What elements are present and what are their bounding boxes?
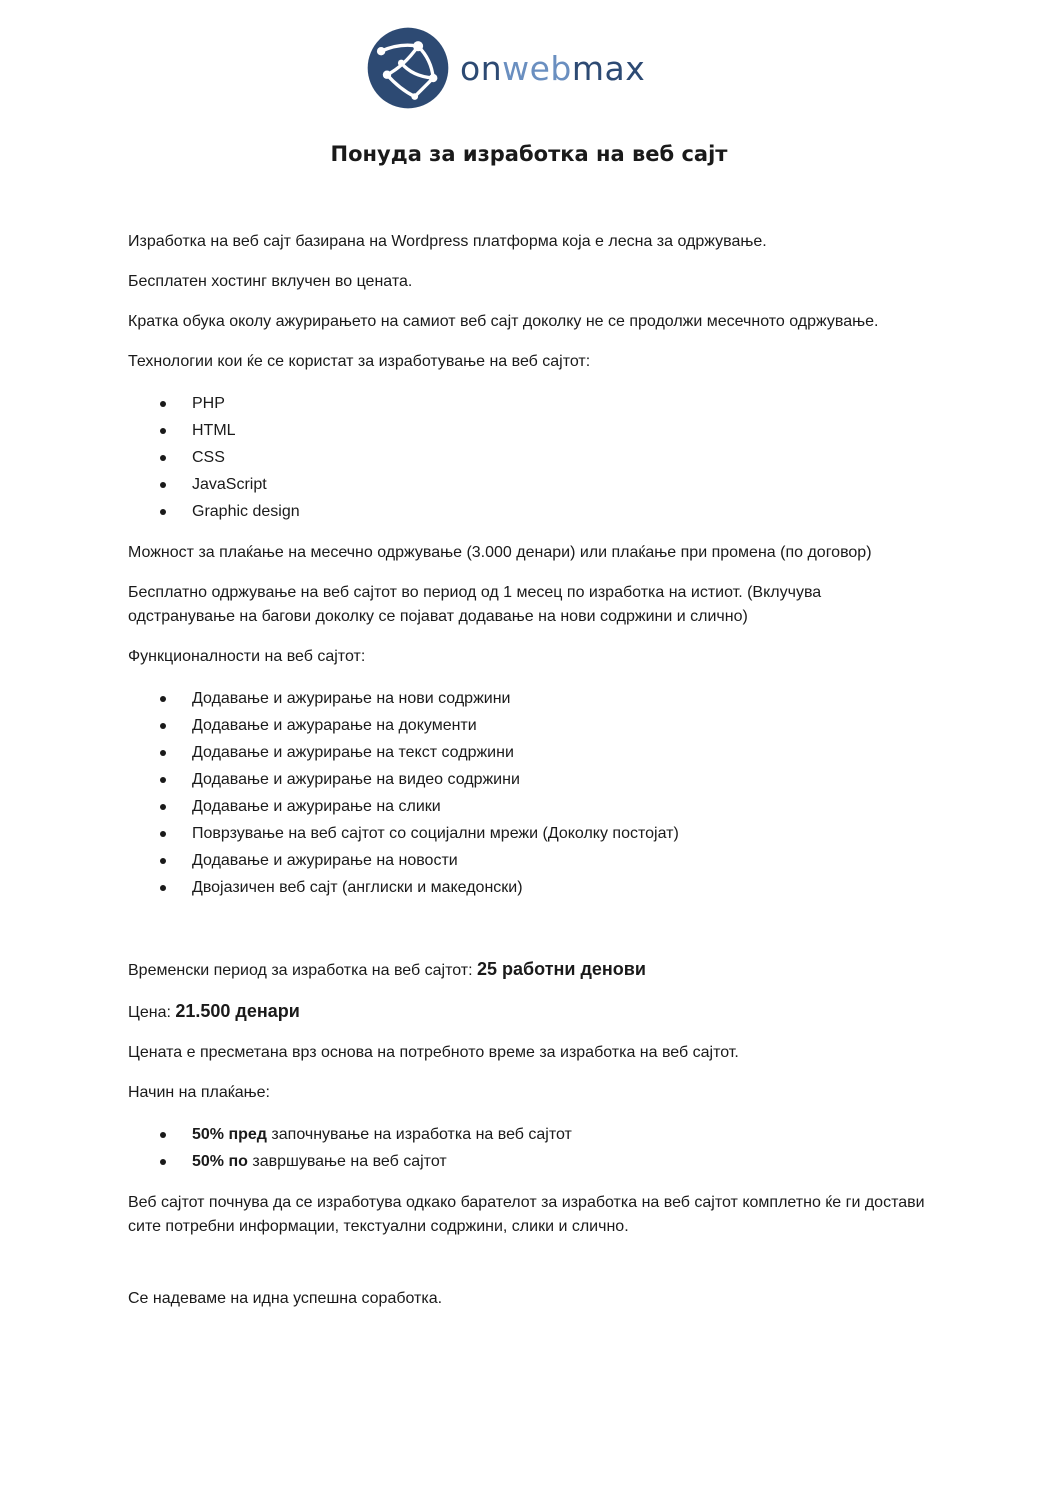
maintenance-paragraph: Бесплатно одржување на веб сајтот во период од 1 месец по изработка на истиот. (Вклучува одстранување на багови доколку се појават додавање на нови содржини и слично) (128, 584, 822, 625)
company-logo (366, 26, 666, 110)
payment-list (128, 1121, 928, 1175)
list-item: Додавање и ажурирање на новости (128, 847, 928, 874)
list-item: Додавање и ажурарање на документи (128, 712, 928, 739)
closing-line: Се надеваме на идна успешна соработка. (128, 1290, 443, 1307)
list-item: Двојазичен веб сајт (англиски и македонски) (128, 874, 928, 901)
price-label: Цена: (128, 1004, 176, 1021)
price-value: 21.500 денари (175, 1001, 300, 1021)
payment-heading: Начин на плаќање: (128, 1084, 270, 1101)
list-item: HTML (128, 417, 928, 444)
list-item: Додавање и ажурирање на нови содржини (128, 685, 928, 712)
list-item (128, 1148, 928, 1175)
list-item: Додавање и ажурирање на текст содржини (128, 739, 928, 766)
globe-network-icon (366, 26, 450, 110)
payment-text: започнување на изработка на веб сајтот (266, 1126, 572, 1143)
timeline-line (128, 957, 928, 983)
spacer (128, 917, 928, 957)
list-item: Graphic design (128, 498, 928, 525)
list-item: Додавање и ажурирање на видео содржини (128, 766, 928, 793)
technologies-heading: Технологии кои ќе се користат за изработување на веб сајтот: (128, 353, 591, 370)
spacer (128, 1255, 928, 1287)
price-line (128, 999, 928, 1025)
features-list (128, 685, 928, 901)
features-heading: Функционалности на веб сајтот: (128, 648, 366, 665)
intro-paragraph: Кратка обука околу ажурирањето на самиот веб сајт доколку не се продолжи месечното одржување. (128, 313, 879, 330)
logo-text-on: on (460, 48, 503, 88)
start-note: Веб сајтот почнува да се изработува одкако барателот за изработка на веб сајтот комплетно ќе ги достави сите потребни информации, текстуални содржини, слики и слично. (128, 1194, 925, 1235)
logo-wordmark (460, 48, 646, 88)
intro-paragraph: Изработка на веб сајт базирана на Wordpress платформа која е лесна за одржување. (128, 233, 767, 250)
price-note: Цената е пресметана врз основа на потребното време за изработка на веб сајтот. (128, 1044, 739, 1061)
logo-text-max: max (571, 48, 646, 88)
logo-text-web: web (502, 48, 572, 88)
payment-percent: 50% по (192, 1153, 248, 1170)
list-item (128, 1121, 928, 1148)
timeline-label: Временски период за изработка на веб сајтот: (128, 962, 477, 979)
timeline-value: 25 работни денови (477, 959, 646, 979)
list-item: JavaScript (128, 471, 928, 498)
list-item: PHP (128, 390, 928, 417)
list-item: Поврзување на веб сајтот со социјални мрежи (Доколку постојат) (128, 820, 928, 847)
maintenance-paragraph: Можност за плаќање на месечно одржување (3.000 денари) или плаќање при промена (по договор) (128, 544, 872, 561)
payment-text: завршување на веб сајтот (247, 1153, 447, 1170)
list-item: Додавање и ажурирање на слики (128, 793, 928, 820)
intro-paragraph: Бесплатен хостинг вклучен во цената. (128, 273, 413, 290)
technologies-list (128, 390, 928, 525)
payment-percent: 50% пред (192, 1126, 267, 1143)
page-title: Понуда за изработка на веб сајт (330, 142, 728, 166)
list-item: CSS (128, 444, 928, 471)
document-body (128, 230, 928, 1327)
